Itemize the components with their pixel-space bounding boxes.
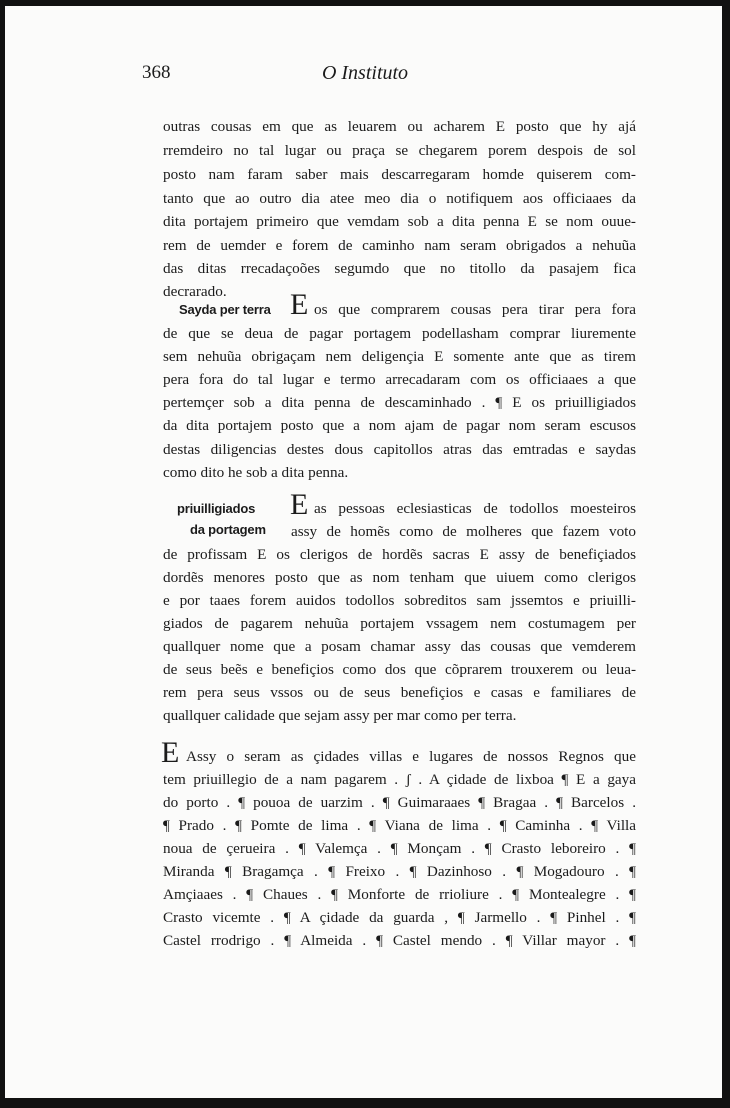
text-line: dordẽs menores posto que as nom tenham que uiuem como clerigos [163, 569, 636, 586]
running-title: O Instituto [321, 62, 409, 84]
scan-border-top [0, 0, 730, 6]
text-line: os que comprarem cousas pera tirar pera fora [314, 301, 636, 318]
scan-border-left [0, 0, 5, 1108]
marginal-heading: da portagem [190, 522, 266, 537]
marginal-heading: priuilligiados [177, 501, 256, 516]
initial-letter: E [290, 488, 309, 521]
text-line: de profissam E os clerigos de hordẽs sacras E assy de benefiçiados [163, 546, 636, 563]
text-line: rem pera seus vssos ou de seus benefiçios e casas e familiares de [163, 684, 636, 701]
text-line: Castel rrodrigo . ¶ Almeida . ¶ Castel mendo . ¶ Villar mayor . ¶ [163, 932, 636, 949]
text-line: assy de homẽs como de molheres que fazem voto [291, 523, 636, 540]
text-line: sem nehuũa obrigaçam nem deligençia E somente ante que as tirem [163, 348, 636, 365]
text-line: de seus beẽs e benefiçios como dos que cõprarem trouxerem ou leua- [163, 661, 636, 678]
text-line: as pessoas eclesiasticas de todollos moesteiros [314, 500, 636, 517]
text-line: quallquer calidade que sejam assy per mar como per terra. [163, 707, 517, 724]
text-line: pertemçer sob a dita penna de descaminhado . ¶ E os priuilligiados [163, 394, 636, 411]
text-line: e por taaes forem auidos todollos sobreditos sam jssemtos e priuilli- [163, 592, 636, 609]
text-line: rremdeiro no tal lugar ou praça se chegarem porem despois de sol [163, 142, 636, 159]
text-line: de que se deua de pagar portagem podellasham comprar liuremente [163, 325, 636, 342]
text-line: outras cousas em que as leuarem ou acharem E posto que hy ajá [163, 118, 636, 135]
text-line: pera fora do tal lugar e termo arrecadaram com os officiaaes a que [163, 371, 636, 388]
text-line: noua de çerueira . ¶ Valemça . ¶ Monçam . ¶ Crasto leboreiro . ¶ [163, 840, 636, 857]
text-line: Assy o seram as çidades villas e lugares de nossos Regnos que [186, 748, 636, 765]
text-line: das ditas rrecadaçoões segumdo que no titollo da pasajem fica [163, 260, 636, 277]
text-line: ¶ Prado . ¶ Pomte de lima . ¶ Viana de lima . ¶ Caminha . ¶ Villa [163, 817, 636, 834]
text-line: da dita portajem posto que a nom ajam de pagar nom seram escusos [163, 417, 636, 434]
text-line: Amçiaaes . ¶ Chaues . ¶ Monforte de rrioliure . ¶ Montealegre . ¶ [163, 886, 636, 903]
text-line: tem priuillegio de a nam pagarem . ʃ . A çidade de lixboa ¶ E a gaya [163, 771, 636, 788]
scan-border-right [722, 0, 730, 1108]
text-line: Crasto vicemte . ¶ A çidade da guarda , ¶ Jarmello . ¶ Pinhel . ¶ [163, 909, 636, 926]
page-number: 368 [142, 62, 171, 83]
initial-letter: E [161, 736, 180, 769]
text-line: rem de uemder e forem de caminho nam seram obrigados a nehuũa [163, 237, 636, 254]
text-line: posto nam faram saber mais descarregaram homde quiserem com- [163, 166, 636, 183]
text-line: como dito he sob a dita penna. [163, 464, 349, 481]
text-line: decrarado. [163, 283, 227, 300]
text-line: dita portajem primeiro que vemdam sob a dita penna E se nom ouue- [163, 213, 636, 230]
text-line: quallquer nome que a posam chamar assy das cousas que vemderem [163, 638, 636, 655]
marginal-heading: Sayda per terra [179, 302, 271, 317]
text-line: tanto que ao outro dia atee meo dia o notifiquem aos officiaaes da [163, 190, 636, 207]
text-line: Miranda ¶ Bragamça . ¶ Freixo . ¶ Dazinhoso . ¶ Mogadouro . ¶ [163, 863, 636, 880]
text-line: do porto . ¶ pouoa de uarzim . ¶ Guimaraaes ¶ Bragaa . ¶ Barcelos . [163, 794, 636, 811]
scan-border-bottom [0, 1098, 730, 1108]
page-header [0, 62, 730, 92]
text-line: destas diligencias destes dous capitollos atras das emtradas e saydas [163, 441, 636, 458]
initial-letter: E [290, 288, 309, 321]
text-line: giados de pagarem nehuũa portajem vssagem nem costumagem per [163, 615, 636, 632]
